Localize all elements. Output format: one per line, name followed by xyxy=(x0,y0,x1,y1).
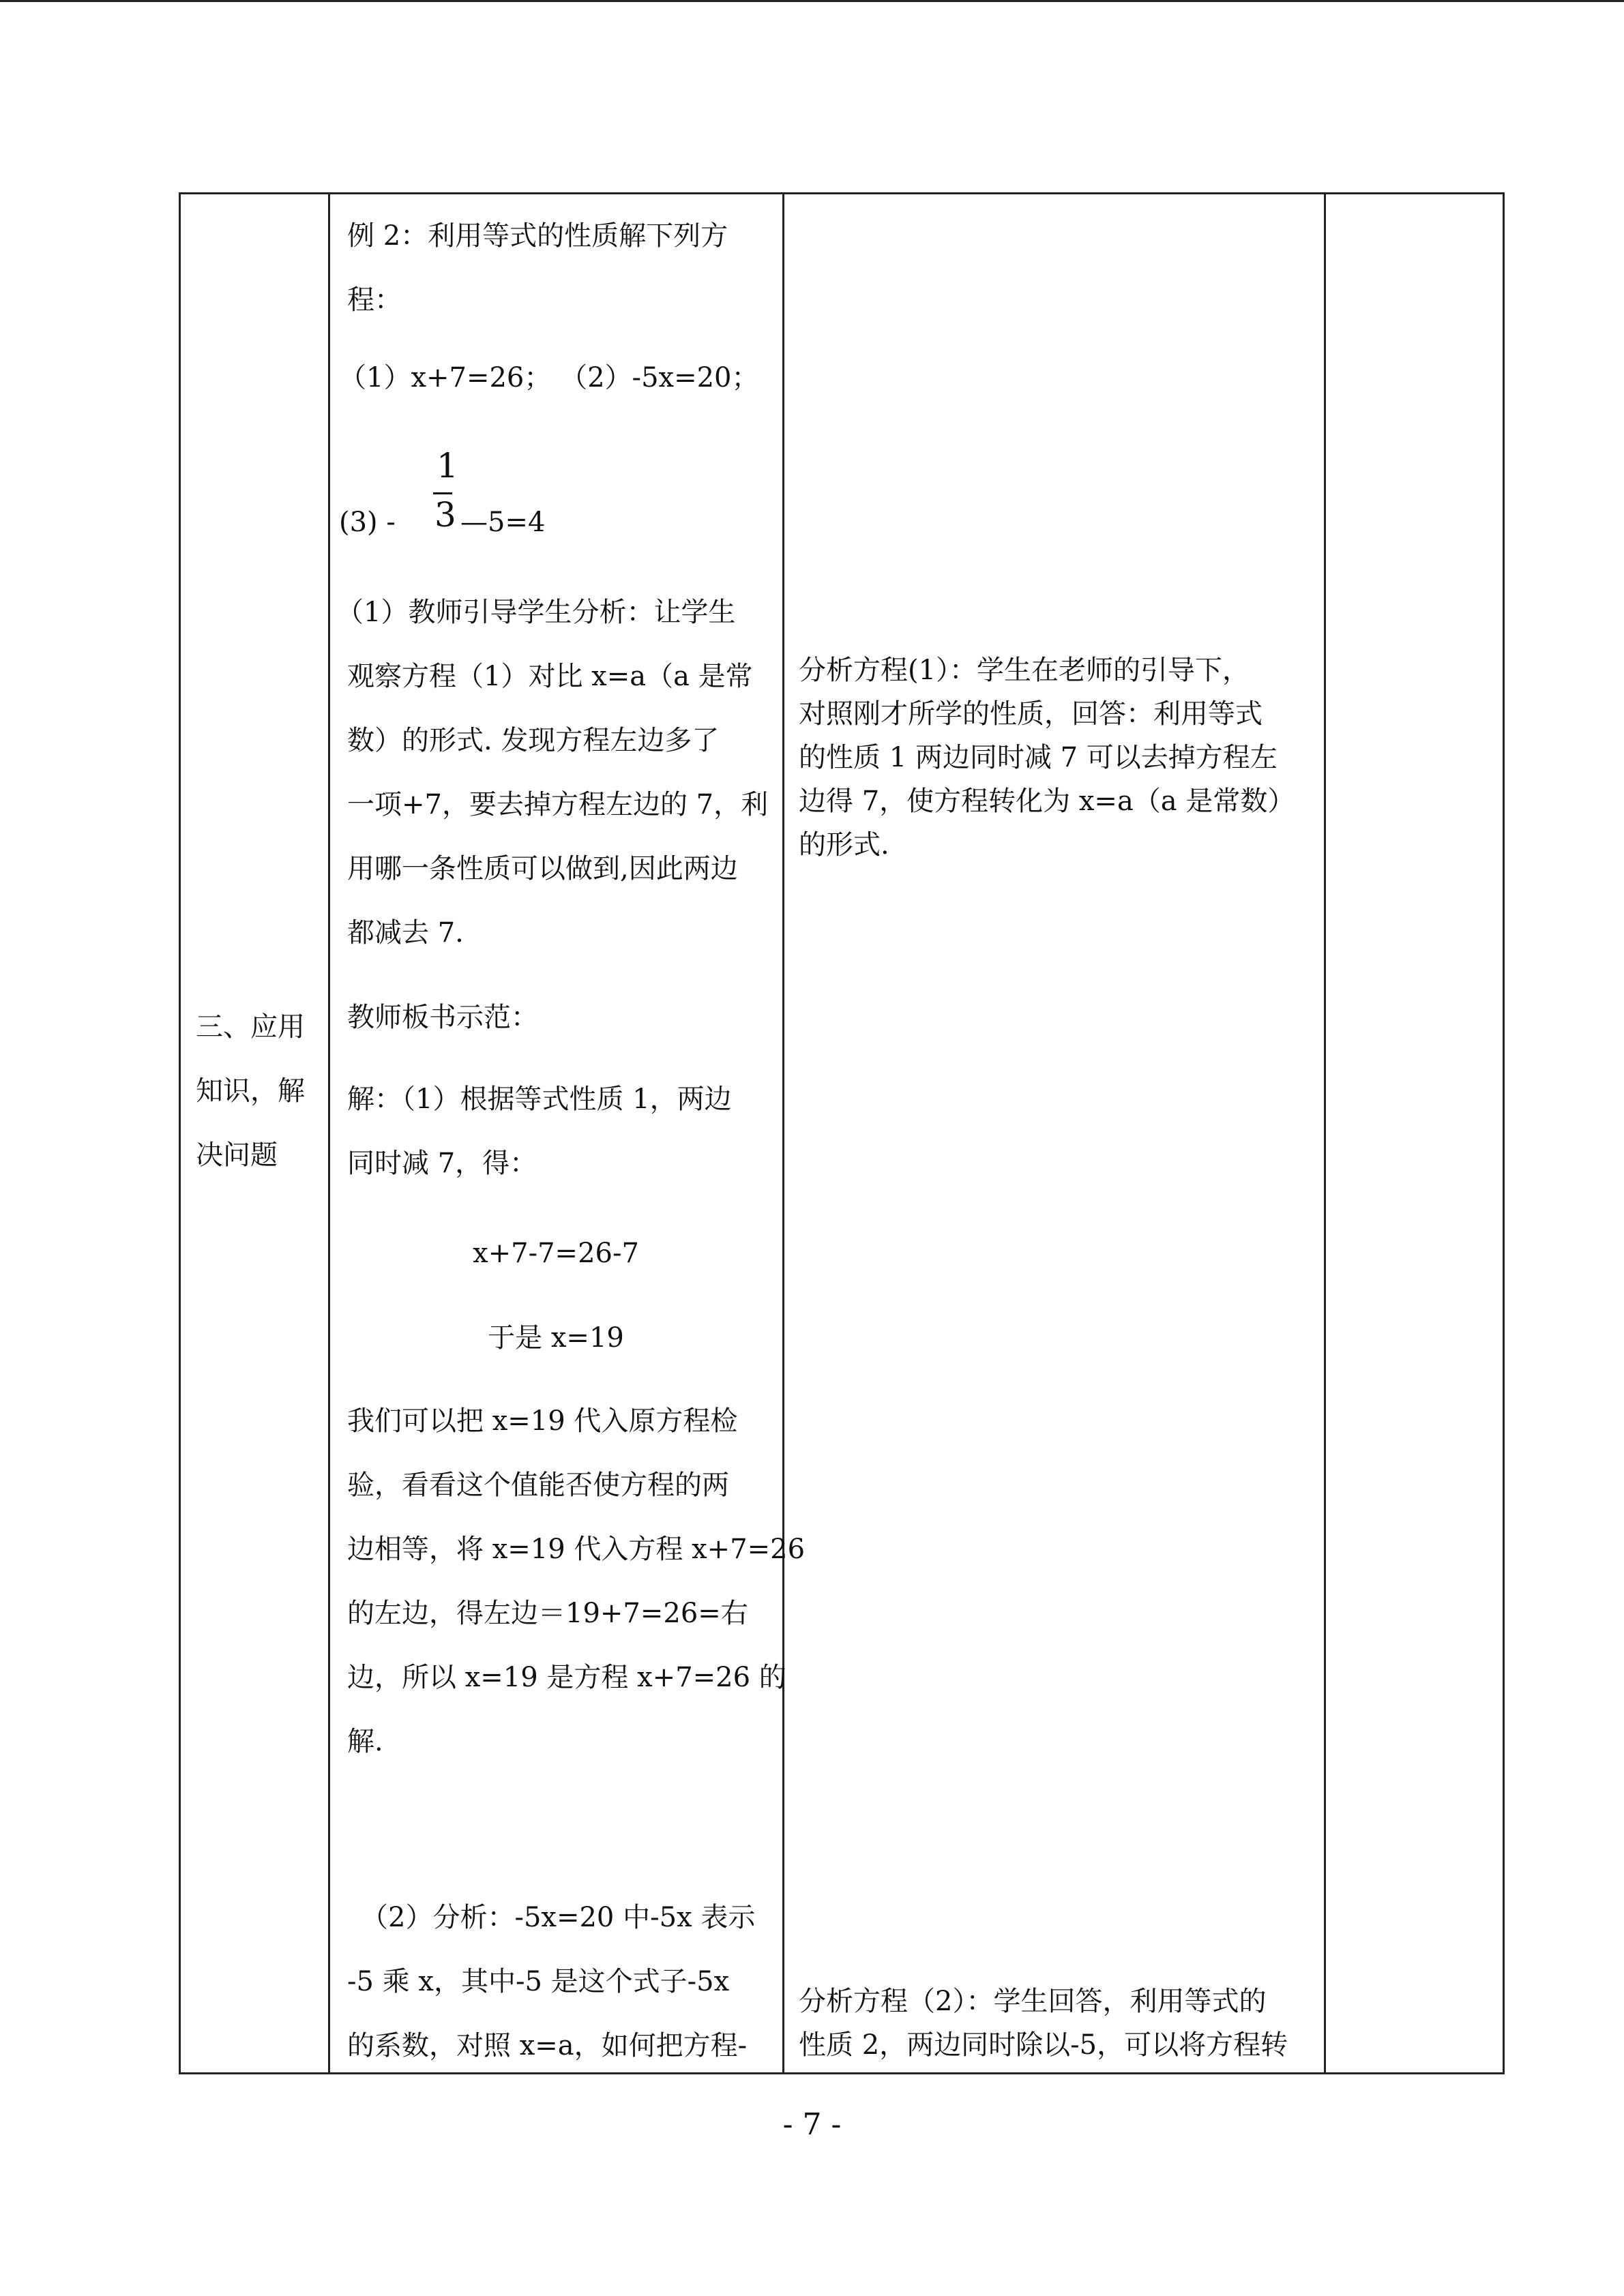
stage-label-line: 决问题 xyxy=(196,1139,278,1171)
fraction-denominator: 3 xyxy=(434,495,456,535)
analysis-paragraph-line: 一项+7，要去掉方程左边的 7，利 xyxy=(347,789,769,820)
equation-3-left: (3) - xyxy=(339,507,396,538)
equation-3-right: —5=4 xyxy=(460,507,546,538)
column-divider xyxy=(328,194,330,2072)
student-response-line: 性质 2，两边同时除以-5，可以将方程转 xyxy=(799,2029,1288,2061)
top-border-line xyxy=(0,0,1624,2)
lesson-plan-table xyxy=(179,192,1505,2074)
solution-result: 于是 x=19 xyxy=(488,1322,624,1354)
analysis-2-line: （2）分析：-5x=20 中-5x 表示 xyxy=(361,1902,756,1933)
student-response-line: 对照刚才所学的性质，回答：利用等式 xyxy=(799,698,1263,730)
student-response-line: 分析方程(1）：学生在老师的引导下， xyxy=(799,655,1250,686)
student-response-line: 分析方程（2）：学生回答，利用等式的 xyxy=(799,1986,1267,2017)
check-paragraph-line: 解. xyxy=(347,1726,383,1757)
fraction-numerator: 1 xyxy=(437,446,458,486)
analysis-paragraph-line: 都减去 7. xyxy=(347,917,464,949)
check-paragraph-line: 验，看看这个值能否使方程的两 xyxy=(347,1470,729,1501)
solution-equation: x+7-7=26-7 xyxy=(473,1238,639,1269)
column-divider xyxy=(1324,194,1326,2072)
analysis-2-line: -5 乘 x，其中-5 是这个式子-5x xyxy=(347,1966,730,1997)
check-paragraph-line: 我们可以把 x=19 代入原方程检 xyxy=(347,1405,738,1437)
solution-line: 解：（1）根据等式性质 1，两边 xyxy=(347,1084,732,1115)
check-paragraph-line: 边相等，将 x=19 代入方程 x+7=26 xyxy=(347,1534,806,1565)
example-equations: （1）x+7=26； （2）-5x=20； xyxy=(339,362,759,393)
check-paragraph-line: 的左边，得左边＝19+7=26=右 xyxy=(347,1598,748,1629)
solution-line: 同时减 7，得： xyxy=(347,1148,537,1179)
analysis-paragraph-line: 数）的形式. 发现方程左边多了 xyxy=(347,725,720,756)
analysis-paragraph-line: （1）教师引导学生分析：让学生 xyxy=(336,597,736,628)
analysis-paragraph-line: 观察方程（1）对比 x=a（a 是常 xyxy=(347,661,753,692)
stage-label-line: 三、应用 xyxy=(196,1011,305,1043)
student-response-line: 边得 7，使方程转化为 x=a（a 是常数） xyxy=(799,786,1295,817)
student-response-line: 的形式. xyxy=(799,829,889,861)
check-paragraph-line: 边，所以 x=19 是方程 x+7=26 的 xyxy=(347,1662,786,1693)
stage-label-line: 知识，解 xyxy=(196,1075,305,1107)
page-number: - 7 - xyxy=(782,2107,842,2142)
student-response-line: 的性质 1 两边同时减 7 可以去掉方程左 xyxy=(799,742,1278,773)
analysis-2-line: 的系数，对照 x=a，如何把方程- xyxy=(347,2030,748,2061)
example-title: 例 2：利用等式的性质解下列方 xyxy=(347,220,728,252)
column-divider xyxy=(782,194,784,2072)
analysis-paragraph-line: 用哪一条性质可以做到,因此两边 xyxy=(347,853,738,884)
example-title: 程： xyxy=(347,284,402,316)
board-demo-heading: 教师板书示范： xyxy=(347,1002,538,1033)
